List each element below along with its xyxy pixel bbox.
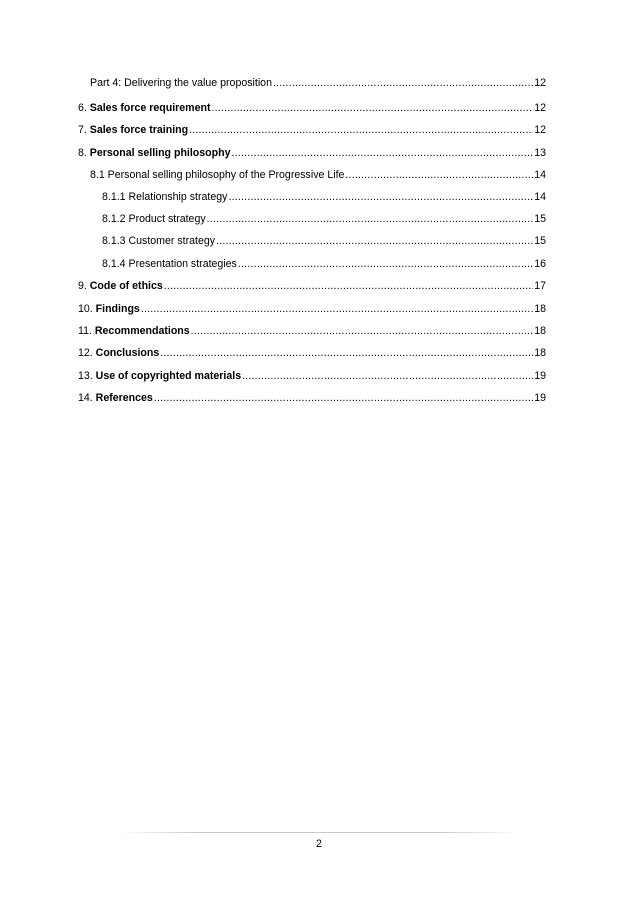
dot-leader xyxy=(216,234,533,248)
toc-page-number: 19 xyxy=(534,392,546,404)
toc-page-number: 14 xyxy=(534,191,546,203)
toc-entry[interactable] xyxy=(78,279,546,293)
toc-entry[interactable] xyxy=(78,302,546,316)
toc-page-number: 17 xyxy=(534,280,546,292)
dot-leader xyxy=(238,257,533,271)
toc-page-number: 15 xyxy=(534,213,546,225)
toc-entry[interactable] xyxy=(78,324,546,338)
toc-entry-label: 6. Sales force requirement xyxy=(78,102,211,114)
toc-page-number: 12 xyxy=(534,102,546,114)
toc-entry-label: 8.1.2 Product strategy xyxy=(102,213,206,225)
toc-entry-label: Part 4: Delivering the value proposition xyxy=(90,77,272,89)
dot-leader xyxy=(273,76,533,90)
toc-entry-label: 9. Code of ethics xyxy=(78,280,163,292)
dot-leader xyxy=(207,212,534,226)
dot-leader xyxy=(154,391,533,405)
toc-entry-label: 8.1.4 Presentation strategies xyxy=(102,258,237,270)
dot-leader xyxy=(160,346,533,360)
toc-entry-label: 10. Findings xyxy=(78,303,140,315)
footer-page-number: 2 xyxy=(316,838,322,850)
toc-page-number: 16 xyxy=(534,258,546,270)
dot-leader xyxy=(345,168,533,182)
toc-entry[interactable] xyxy=(90,168,546,182)
toc-entry-label: 8. Personal selling philosophy xyxy=(78,147,231,159)
dot-leader xyxy=(211,101,533,115)
toc-entry-label: 13. Use of copyrighted materials xyxy=(78,370,242,382)
dot-leader xyxy=(164,279,533,293)
toc-page-number: 12 xyxy=(534,124,546,136)
toc-entry[interactable] xyxy=(78,101,546,115)
toc-entry-label: 8.1.1 Relationship strategy xyxy=(102,191,228,203)
dot-leader xyxy=(141,302,533,316)
dot-leader xyxy=(231,146,533,160)
toc-entry[interactable] xyxy=(78,123,546,137)
dot-leader xyxy=(242,369,533,383)
toc-entry-label: 12. Conclusions xyxy=(78,347,160,359)
toc-entry[interactable] xyxy=(102,212,546,226)
toc-entry-label: 8.1 Personal selling philosophy of the Progressive Life xyxy=(90,169,345,181)
toc-entry-label: 11. Recommendations xyxy=(78,325,190,337)
toc-page-number: 18 xyxy=(534,325,546,337)
toc-entry[interactable] xyxy=(78,391,546,405)
dot-leader xyxy=(191,324,534,338)
toc-entry[interactable] xyxy=(102,257,546,271)
toc-page-number: 15 xyxy=(534,235,546,247)
toc-entry[interactable] xyxy=(90,76,546,90)
toc-entry-label: 14. References xyxy=(78,392,153,404)
toc-entry[interactable] xyxy=(78,146,546,160)
toc-entry-label: 8.1.3 Customer strategy xyxy=(102,235,216,247)
toc-entry[interactable] xyxy=(78,346,546,360)
toc-entry[interactable] xyxy=(78,369,546,383)
toc-page-number: 12 xyxy=(534,77,546,89)
footer-divider xyxy=(118,832,520,833)
toc-page-number: 14 xyxy=(534,169,546,181)
toc-page-number: 18 xyxy=(534,347,546,359)
dot-leader xyxy=(189,123,533,137)
dot-leader xyxy=(228,190,533,204)
toc-entry-label: 7. Sales force training xyxy=(78,124,189,136)
toc-page-number: 19 xyxy=(534,370,546,382)
toc-entry[interactable] xyxy=(102,190,546,204)
toc-entry[interactable] xyxy=(102,234,546,248)
toc-page-number: 13 xyxy=(534,147,546,159)
toc-page-number: 18 xyxy=(534,303,546,315)
